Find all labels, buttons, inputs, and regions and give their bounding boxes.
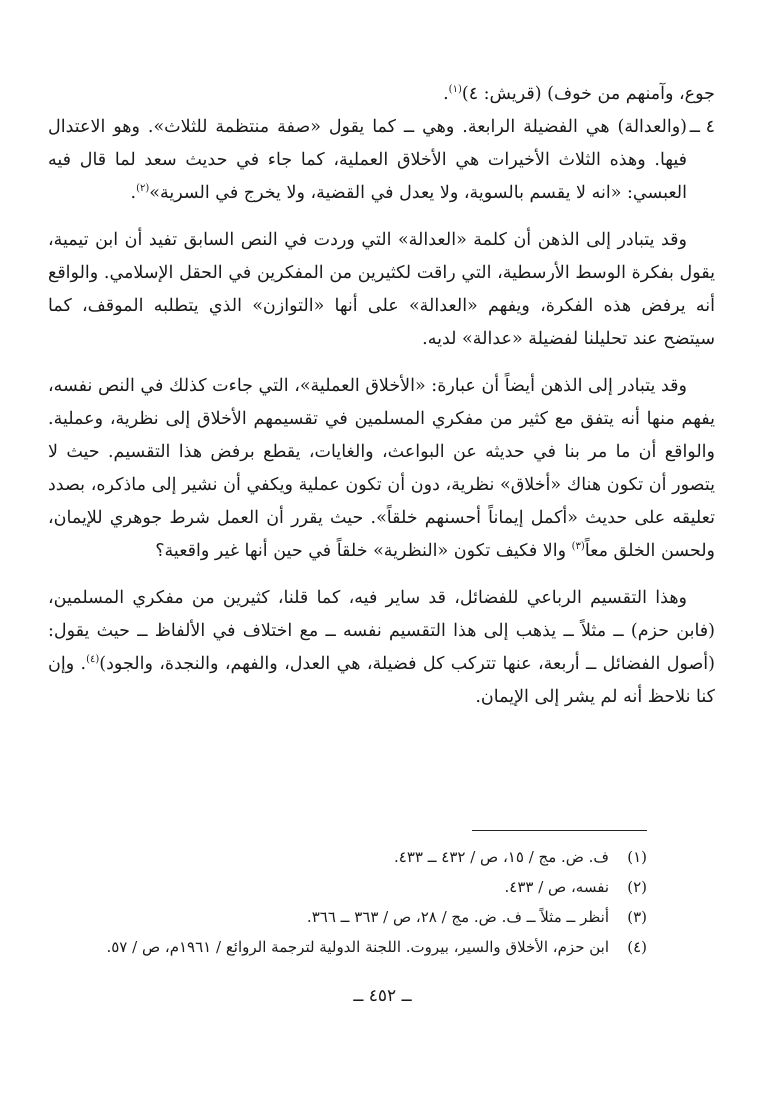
paragraph-justice xyxy=(48,224,715,356)
footnote-4 xyxy=(39,932,647,962)
footnote-1 xyxy=(39,842,647,872)
paragraph-text: وهذا التقسيم الرباعي للفضائل، قد ساير فيه، كما قلنا، كثيرين من مفكري المسلمين، (فابن حزم) ــ مثلاً ــ يذهب إلى هذا التقسيم نفسه ــ مع اختلاف في الألفاظ ــ حيث يقول: (أصول الفضائل ــ أربعة، عنها تتركب كل فضيلة، هي العدل، والفهم، والنجدة، والجود) xyxy=(48,588,715,674)
footnote-ref-3: (٣) xyxy=(571,541,585,553)
paragraph-end: والا فكيف تكون «النظرية» خلقاً في حين أنها غير واقعية؟ xyxy=(155,541,572,561)
paragraph-ibn-hazm xyxy=(48,582,715,714)
paragraph-end: . وإن كنا نلاحظ أنه لم يشر إلى الإيمان. xyxy=(48,654,715,707)
footnote-separator xyxy=(472,830,647,831)
footnote-ref-4: (٤) xyxy=(86,654,100,666)
footnote-number: (٤) xyxy=(627,938,647,956)
footnote-text: ف. ض. مج / ١٥، ص / ٤٣٢ ــ ٤٣٣. xyxy=(394,848,609,866)
paragraph-practical-ethics xyxy=(48,370,715,568)
footnote-text: نفسه، ص / ٤٣٣. xyxy=(504,878,609,896)
paragraph-text: وقد يتبادر إلى الذهن أيضاً أن عبارة: «الأخلاق العملية»، التي جاءت كذلك في النص نفسه، يفهم منها أنه يتفق مع كثير من مفكري المسلمين في تقسيمهم الأخلاق إلى نظرية، وعملية. والواقع أن ما مر بنا في حديثه عن البواعث، والغايات، يقطع برفض هذا التقسيم. حيث لا يتصور أن تكون هناك «أخلاق» نظرية، دون أن تكون عملية ويكفي أن نشير إلى ماذكره، بصدد تعليقه على حديث «أكمل إيماناً أحسنهم خلقاً». حيث يقرر أن العمل شرط جوهري للإيمان، ولحسن الخلق معاً xyxy=(48,376,715,561)
item-number: ٤ ــ xyxy=(689,117,715,137)
item-text: (والعدالة) هي الفضيلة الرابعة. وهي ــ كما يقول «صفة منتظمة للثلاث». وهو الاعتدال فيها. وهذه الثلاث الأخيرات هي الأخلاق العملية، كما جاء في حديث سعد لما قال فيه العبسي: «انه لا يقسم بالسوية، ولا يعدل في القضية، ولا يخرج في السرية» xyxy=(48,117,687,203)
paragraph-end: . xyxy=(443,84,449,104)
paragraph-continuation xyxy=(48,78,715,111)
numbered-item-4 xyxy=(48,111,715,210)
footnote-ref-1: (١) xyxy=(448,84,462,96)
footnote-3 xyxy=(39,902,647,932)
main-text xyxy=(48,78,715,714)
footnote-text: أنظر ــ مثلاً ــ ف. ض. مج / ٢٨، ص / ٣٦٣ ــ ٣٦٦. xyxy=(306,908,609,926)
footnote-text: ابن حزم، الأخلاق والسير، بيروت. اللجنة الدولية لترجمة الروائع / ١٩٦١م، ص / ٥٧. xyxy=(106,938,609,956)
footnote-number: (٣) xyxy=(627,908,647,926)
item-end: . xyxy=(130,183,137,203)
footnote-ref-2: (٢) xyxy=(136,183,150,195)
footnote-number: (٢) xyxy=(627,878,647,896)
footnote-number: (١) xyxy=(627,848,647,866)
footnote-2 xyxy=(39,872,647,902)
footnotes xyxy=(39,842,647,962)
paragraph-text: جوع، وآمنهم من خوف) (قريش: ٤) xyxy=(461,84,715,104)
paragraph-text: وقد يتبادر إلى الذهن أن كلمة «العدالة» التي وردت في النص السابق تفيد أن ابن تيمية، يقول بفكرة الوسط الأرسطية، التي راقت لكثيرين من المفكرين في الحقل الإسلامي. والواقع أنه يرفض هذه الفكرة، ويفهم «العدالة» على أنها «التوازن» الذي يتطلبه الموقف، كما سيتضح عند تحليلنا لفضيلة «عدالة» لديه. xyxy=(48,230,715,349)
page-number: ــ ٤٥٢ ــ xyxy=(353,986,412,1006)
